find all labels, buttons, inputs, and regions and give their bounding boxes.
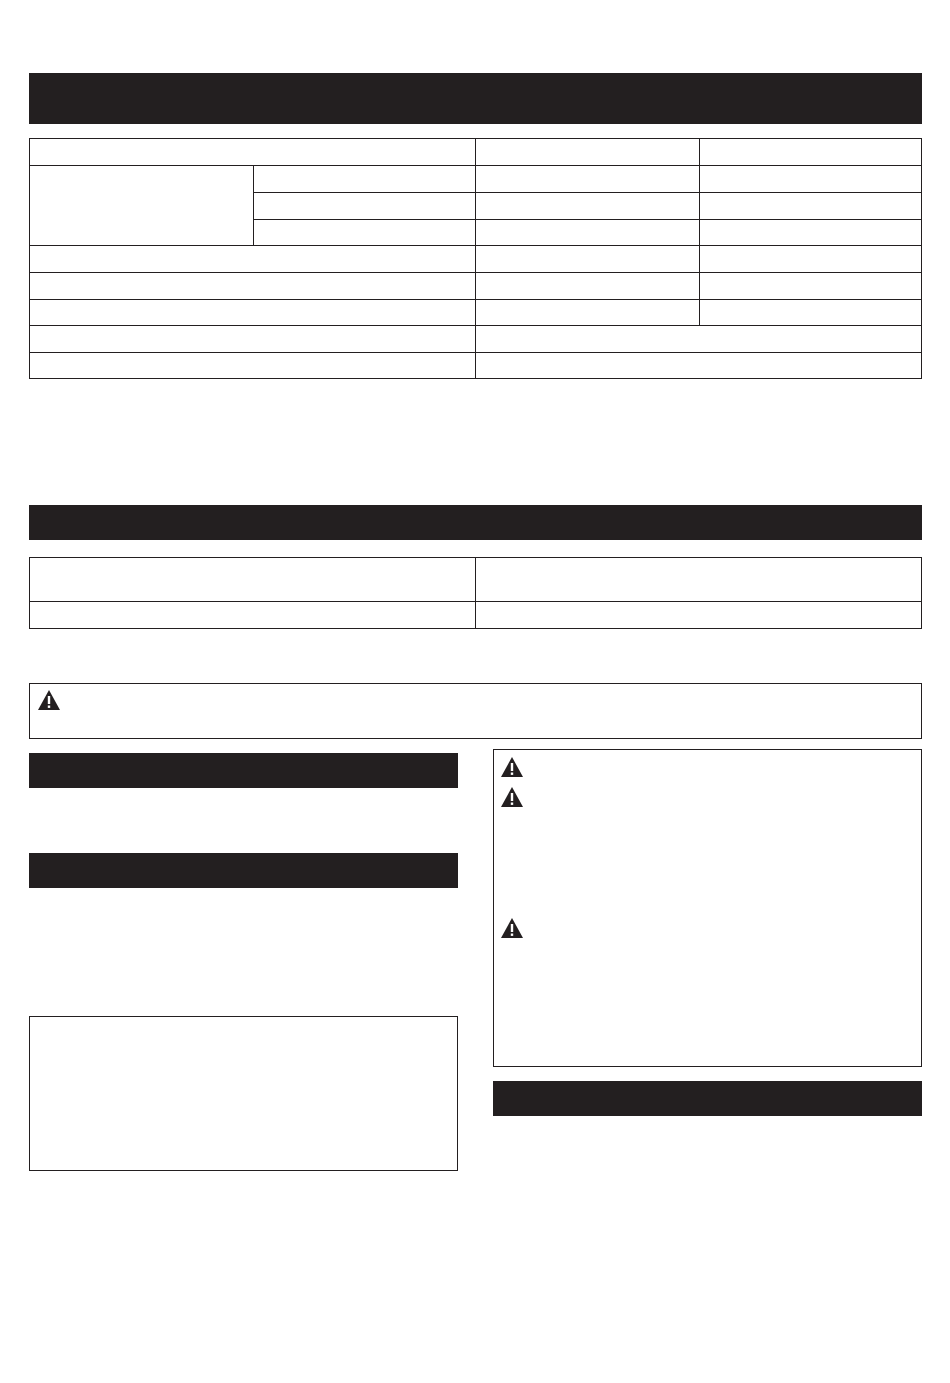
table-rule bbox=[253, 219, 921, 220]
general-warnings-heading bbox=[29, 762, 39, 779]
table-rule bbox=[475, 558, 476, 628]
table-rule bbox=[253, 165, 254, 245]
warning-triangle-icon bbox=[37, 689, 61, 711]
table-rule bbox=[699, 139, 700, 325]
specifications-table bbox=[29, 138, 922, 379]
intended-use-heading bbox=[29, 514, 39, 531]
warning-triangle-icon bbox=[500, 756, 524, 778]
warning-triangle-icon bbox=[500, 786, 524, 808]
table-rule bbox=[475, 139, 476, 378]
specifications-heading bbox=[29, 90, 39, 107]
left-mid-heading bbox=[29, 862, 39, 879]
warning-triangle-icon bbox=[500, 917, 524, 939]
right-bottom-heading-bar bbox=[493, 1081, 922, 1116]
intended-use-heading-bar bbox=[29, 505, 922, 540]
notice-box bbox=[29, 1016, 458, 1171]
use-table bbox=[29, 557, 922, 629]
safety-box bbox=[493, 749, 922, 1067]
right-bottom-heading bbox=[493, 1090, 503, 1107]
warning-box bbox=[29, 683, 922, 739]
specifications-heading-bar bbox=[29, 73, 922, 124]
left-mid-heading-bar bbox=[29, 853, 458, 888]
table-rule bbox=[253, 192, 921, 193]
general-warnings-heading-bar bbox=[29, 753, 458, 788]
